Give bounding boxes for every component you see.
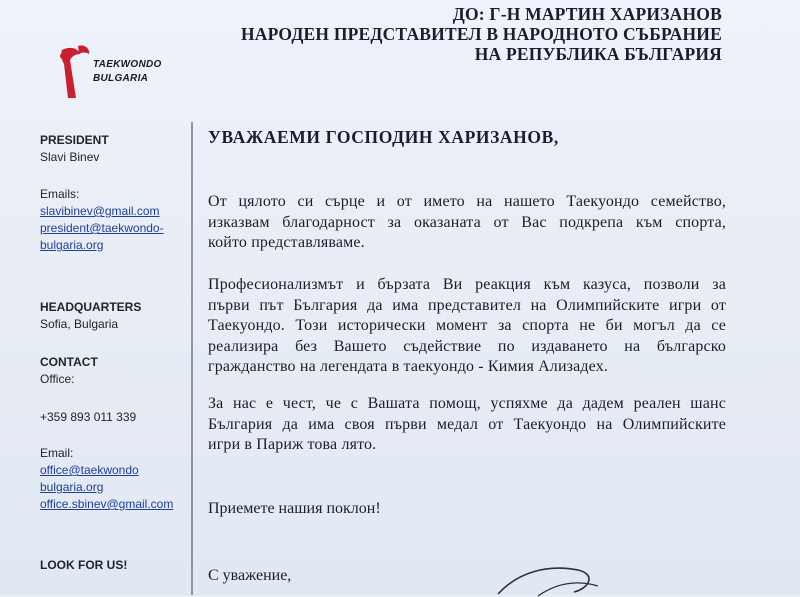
- headquarters-value: Sofia, Bulgaria: [40, 317, 119, 331]
- paragraph-2: [208, 275, 726, 378]
- paragraph-3: [208, 394, 726, 456]
- email-link-slavibinev[interactable]: slavibinev@gmail.com: [40, 204, 160, 218]
- paragraph-line: гражданство на легендата в таекуондо - Кимия Ализадех.: [208, 358, 609, 375]
- look-for-us: LOOK FOR US!: [40, 558, 128, 572]
- email-label: Email:: [40, 446, 74, 460]
- recipient-line-1: ДО: Г-Н МАРТИН ХАРИЗАНОВ: [452, 4, 722, 24]
- headquarters-heading: HEADQUARTERS: [40, 300, 142, 314]
- logo-text: [93, 58, 162, 86]
- sidebar-divider: [191, 122, 193, 595]
- paragraph-line: За нас е чест, че с Вашата помощ, успяхме да дадем реален шанс: [208, 395, 726, 412]
- taekwondo-bulgaria-logo: [56, 42, 196, 112]
- signature-scribble-icon: [478, 552, 678, 597]
- paragraph-line: изказвам благодарност за оказаната от Вас подкрепа към спорта,: [208, 213, 726, 231]
- president-name: Slavi Binev: [40, 150, 100, 164]
- closing-line: Приемете нашия поклон!: [208, 500, 381, 517]
- paragraph-line: игри в Париж това лято.: [208, 436, 377, 453]
- recipient-line-2: НАРОДЕН ПРЕДСТАВИТЕЛ В НАРОДНОТО СЪБРАНИЕ: [240, 24, 722, 44]
- regards-line: С уважение,: [208, 567, 292, 584]
- office-label: Office:: [40, 372, 75, 386]
- paragraph-line: първи път България да има представител на Олимпийските игри от: [208, 296, 726, 314]
- recipient-block: [241, 4, 722, 64]
- email-link-president-1[interactable]: president@taekwondo-: [40, 221, 164, 235]
- paragraph-line: От цялото си сърце и от името на нашето Таекуондо семейство,: [208, 193, 726, 210]
- email-link-office-2[interactable]: bulgaria.org: [40, 480, 104, 494]
- logo-line-1: TAEKWONDO: [93, 59, 162, 70]
- paragraph-line: Таекуондо. Този исторически момент за спорта не би могъл да се: [208, 317, 726, 334]
- paragraph-line: който представляваме.: [208, 234, 365, 251]
- phone-number[interactable]: +359 893 011 339: [40, 410, 137, 424]
- emails-label: Emails:: [40, 187, 80, 201]
- email-link-office-1[interactable]: office@taekwondo: [40, 463, 139, 477]
- email-link-office-sbinev[interactable]: office.sbinev@gmail.com: [40, 497, 174, 511]
- contact-heading: CONTACT: [40, 355, 98, 369]
- paragraph-1: [208, 192, 726, 254]
- email-link-president-2[interactable]: bulgaria.org: [40, 238, 104, 252]
- contact-section: [40, 354, 98, 388]
- paragraph-line: реализира без Вашето съдействие по издаването на българско: [208, 337, 726, 355]
- salutation: УВАЖАЕМИ ГОСПОДИН ХАРИЗАНОВ,: [208, 127, 559, 147]
- recipient-line-3: НА РЕПУБЛИКА БЪЛГАРИЯ: [474, 44, 722, 64]
- president-heading: PRESIDENT: [40, 133, 109, 147]
- office-email-section: [40, 445, 173, 513]
- emails-section: [40, 186, 164, 254]
- president-section: [40, 132, 109, 166]
- headquarters-section: [40, 299, 141, 333]
- paragraph-line: Професионализмът и бързата Ви реакция към казуса, позволи за: [208, 276, 726, 293]
- logo-line-2: BULGARIA: [93, 73, 149, 84]
- paragraph-line: България да има своя първи медал от Таекуондо на Олимпийските: [208, 415, 726, 433]
- phone-section: [40, 409, 136, 426]
- logo-mark-icon: [56, 42, 96, 102]
